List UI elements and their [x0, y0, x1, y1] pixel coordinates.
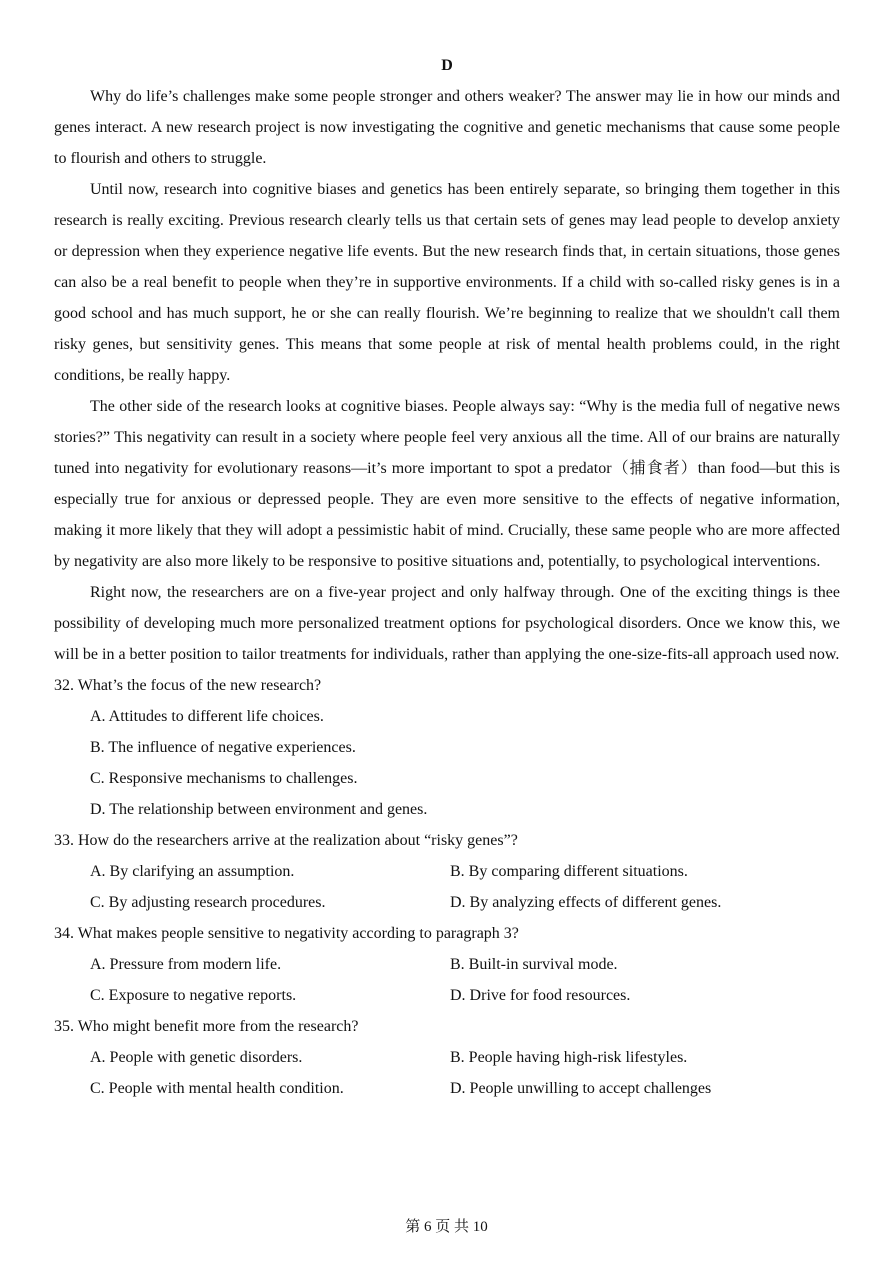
- question-35-option-d: D. People unwilling to accept challenges: [450, 1080, 712, 1097]
- question-32-option-c: C. Responsive mechanisms to challenges.: [90, 770, 358, 787]
- question-33-option-b: B. By comparing different situations.: [450, 863, 688, 880]
- document-page: [54, 50, 840, 1104]
- question-35-option-b: B. People having high-risk lifestyles.: [450, 1049, 688, 1066]
- question-32-stem: 32. What’s the focus of the new research?: [54, 677, 322, 694]
- question-33-stem: 33. How do the researchers arrive at the realization about “risky genes”?: [54, 832, 518, 849]
- question-34-option-d: D. Drive for food resources.: [450, 987, 631, 1004]
- question-35-option-c: C. People with mental health condition.: [90, 1080, 344, 1097]
- question-32-option-d: D. The relationship between environment and genes.: [90, 801, 428, 818]
- question-34-options-row-2: [90, 980, 840, 1011]
- page-footer: 第 6 页 共 10: [405, 1219, 488, 1235]
- question-33-options-row-2: [90, 887, 840, 918]
- paragraph-2: Until now, research into cognitive biases and genetics has been entirely separate, so bringing them together in this research is really exciting. Previous research clearly tells us that certain sets of genes may lead people to develop anxiety or depression when they experience negative life events. But the new research finds that, in certain situations, those genes can also be a real benefit to people when they’re in supportive environments. If a child with so-called risky genes is in a good school and has much support, he or she can really flourish. We’re beginning to realize that we shouldn't call them risky genes, but sensitivity genes. This means that some people at risk of mental health problems could, in the right conditions, be really happy.: [54, 181, 840, 384]
- question-32-option-b: B. The influence of negative experiences.: [90, 739, 356, 756]
- section-title: D: [441, 57, 453, 74]
- paragraph-4: Right now, the researchers are on a five-year project and only halfway through. One of the exciting things is thee possibility of developing much more personalized treatment options for psychological disorders. Once we know this, we will be in a better position to tailor treatments for individuals, rather than applying the one-size-fits-all approach used now.: [54, 584, 840, 663]
- question-34-option-a: A. Pressure from modern life.: [90, 956, 282, 973]
- question-33-options-row-1: [90, 856, 840, 887]
- question-34-options-row-1: [90, 949, 840, 980]
- question-35-option-a: A. People with genetic disorders.: [90, 1049, 303, 1066]
- question-33-option-d: D. By analyzing effects of different genes.: [450, 894, 722, 911]
- question-33-option-c: C. By adjusting research procedures.: [90, 894, 326, 911]
- question-35-stem: 35. Who might benefit more from the research?: [54, 1018, 359, 1035]
- question-33-option-a: A. By clarifying an assumption.: [90, 863, 295, 880]
- question-34-option-c: C. Exposure to negative reports.: [90, 987, 297, 1004]
- question-35-options-row-1: [90, 1042, 840, 1073]
- paragraph-3: The other side of the research looks at cognitive biases. People always say: “Why is the media full of negative news stories?” This negativity can result in a society where people feel very anxious all the time. All of our brains are naturally tuned into negativity for evolutionary reasons—it’s more important to spot a predator（捕食者）than food—but this is especially true for anxious or depressed people. They are even more sensitive to the effects of negative information, making it more likely that they will adopt a pessimistic habit of mind. Crucially, these same people who are more affected by negativity are also more likely to be responsive to positive situations and, potentially, to psychological interventions.: [54, 398, 840, 570]
- question-32-option-a: A. Attitudes to different life choices.: [90, 708, 324, 725]
- question-34-option-b: B. Built-in survival mode.: [450, 956, 618, 973]
- paragraph-1: Why do life’s challenges make some people stronger and others weaker? The answer may lie in how our minds and genes interact. A new research project is now investigating the cognitive and genetic mechanisms that cause some people to flourish and others to struggle.: [54, 88, 840, 167]
- question-34-stem: 34. What makes people sensitive to negativity according to paragraph 3?: [54, 925, 519, 942]
- question-35-options-row-2: [90, 1073, 840, 1104]
